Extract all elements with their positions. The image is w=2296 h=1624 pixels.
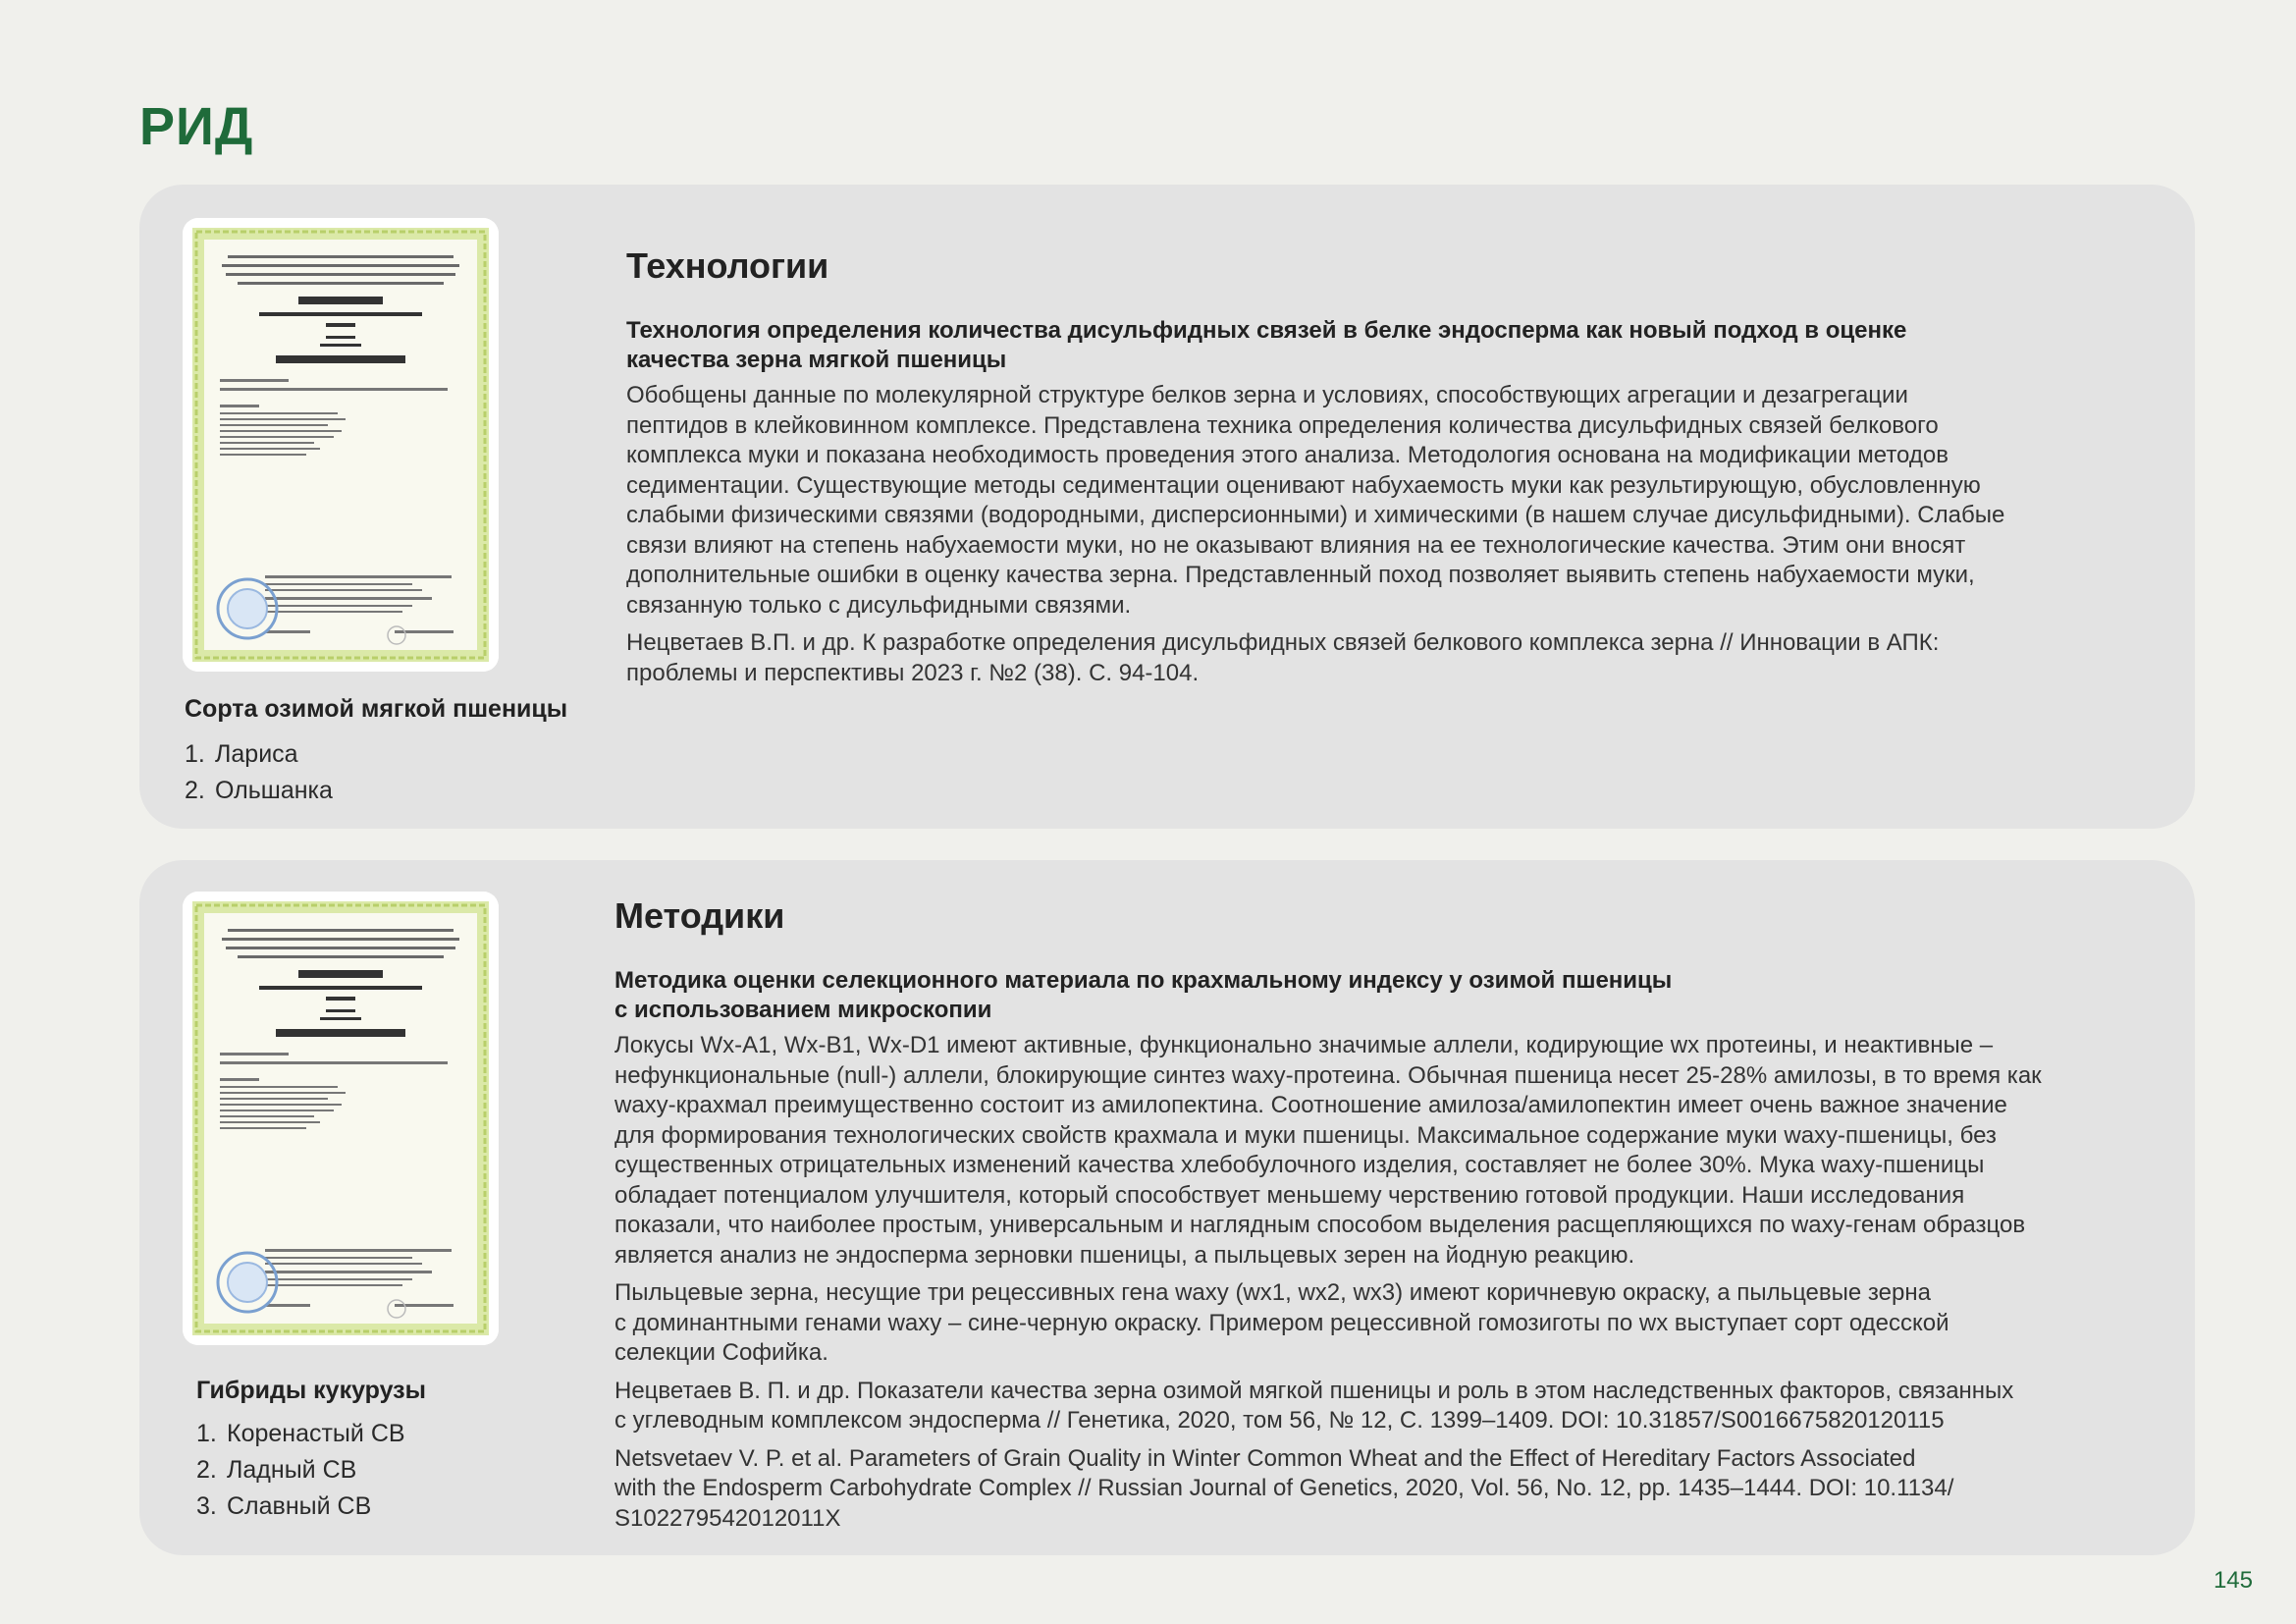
patent-certificate-image bbox=[183, 218, 499, 672]
reference: Нецветаев В. П. и др. Показатели качества зерна озимой мягкой пшеницы и роль в этом наследственных факторов, связанных с углеводным комплексом эндосперма // Генетика, 2020, том 56, № 12, С. 1399–1409. DOI: 10.31857/S0016675820120115 bbox=[614, 1377, 2014, 1434]
section-title: Методики bbox=[614, 895, 785, 936]
patent-certificate-image bbox=[183, 892, 499, 1345]
reference: Нецветаев В.П. и др. К разработке определения дисульфидных связей белкового комплекса зерна // Инновации в АПК: проблемы и перспективы 2023 г. №2 (38). С. 94-104. bbox=[626, 629, 1940, 686]
section-subtitle: Технология определения количества дисульфидных связей в белке эндосперма как новый подход в оценке качества зерна мягкой пшеницы bbox=[626, 317, 1907, 373]
page-title: РИД bbox=[139, 97, 254, 156]
section-paragraph: Обобщены данные по молекулярной структуре белков зерна и условиях, способствующих агрегации и дезагрегации пептидов в клейковинном комплексе. Представлена техника определения количества дисульфидных связей белкового комплекса муки и показана необходимость проведения этого анализа. Методология основана на модификации методов седиментации. Существующие методы седиментации оценивают набухаемость муки как результирующую, обусловленную слабыми физическими связями (водородными, дисперсионными) и химическими (в нашем случае дисульфидными). Слабые связи влияют на степень набухаемости муки, но не оказывают влияния на ее технологические качества. Этим они вносят дополнительные ошибки в оценку качества зерна. Представленный поход позволяет выявить степень набухаемости муки, связанную только с дисульфидными связями. bbox=[626, 382, 2005, 619]
section-title: Технологии bbox=[626, 245, 829, 286]
reference: Netsvetaev V. P. et al. Parameters of Grain Quality in Winter Common Wheat and the Effect of Hereditary Factors Associated with the Endosperm Carbohydrate Complex // Russian Journal of Genetics, 2020, Vol. 56, No. 12, pp. 1435–1444. DOI: 10.1134/ S102279542012011X bbox=[614, 1444, 1954, 1532]
varieties-list bbox=[185, 736, 333, 809]
list-item: 1. Лариса bbox=[185, 740, 298, 768]
technologies-content bbox=[626, 245, 2158, 696]
page-number: 145 bbox=[2213, 1567, 2253, 1594]
list-item: 3. Славный СВ bbox=[196, 1492, 372, 1520]
section-paragraph: Пыльцевые зерна, несущие три рецессивных гена waxy (wx1, wx2, wx3) имеют коричневую окраску, а пыльцевые зерна с доминантными генами waxy – сине-черную окраску. Примером рецессивной гомозиготы по wx выступает сорт одесской селекции Софийка. bbox=[614, 1279, 1949, 1366]
hybrids-list bbox=[196, 1416, 405, 1525]
section-paragraph: Локусы Wx-A1, Wx-B1, Wx-D1 имеют активные, функционально значимые аллели, кодирующие wx протеины, и неактивные – нефункциональные (null-) аллели, блокирующие синтез waxy-протеина. Обычная пшеница несет 25-28% амилозы, в то время как waxy-крахмал преимущественно состоит из амилопектина. Соотношение амилоза/амилопектин имеет очень важное значение для формирования технологических свойств крахмала и муки пшеницы. Максимальное содержание муки waxy-пшеницы, без существенных отрицательных изменений качества хлебобулочного изделия, составляет не более 30%. Мука waxy-пшеницы обладает потенциалом улучшителя, который способствует меньшему черствению готовой продукции. Наши исследования показали, что наиболее простым, универсальным и наглядным способом выделения расщепляющихся по waxy-генам образцов является анализ не эндосперма зерновки пшеницы, а пыльцевых зерен на йодную реакцию. bbox=[614, 1032, 2042, 1269]
list-item: 2. Ольшанка bbox=[185, 777, 333, 804]
methods-content bbox=[614, 895, 2175, 1542]
technologies-card bbox=[139, 185, 2195, 829]
list-item: 2. Ладный СВ bbox=[196, 1456, 357, 1484]
methods-card bbox=[139, 860, 2195, 1555]
list-item: 1. Коренастый СВ bbox=[196, 1420, 405, 1447]
section-subtitle: Методика оценки селекционного материала по крахмальному индексу у озимой пшеницы с использованием микроскопии bbox=[614, 967, 1673, 1023]
hybrids-title: Гибриды кукурузы bbox=[196, 1377, 426, 1404]
varieties-title: Сорта озимой мягкой пшеницы bbox=[185, 695, 568, 723]
